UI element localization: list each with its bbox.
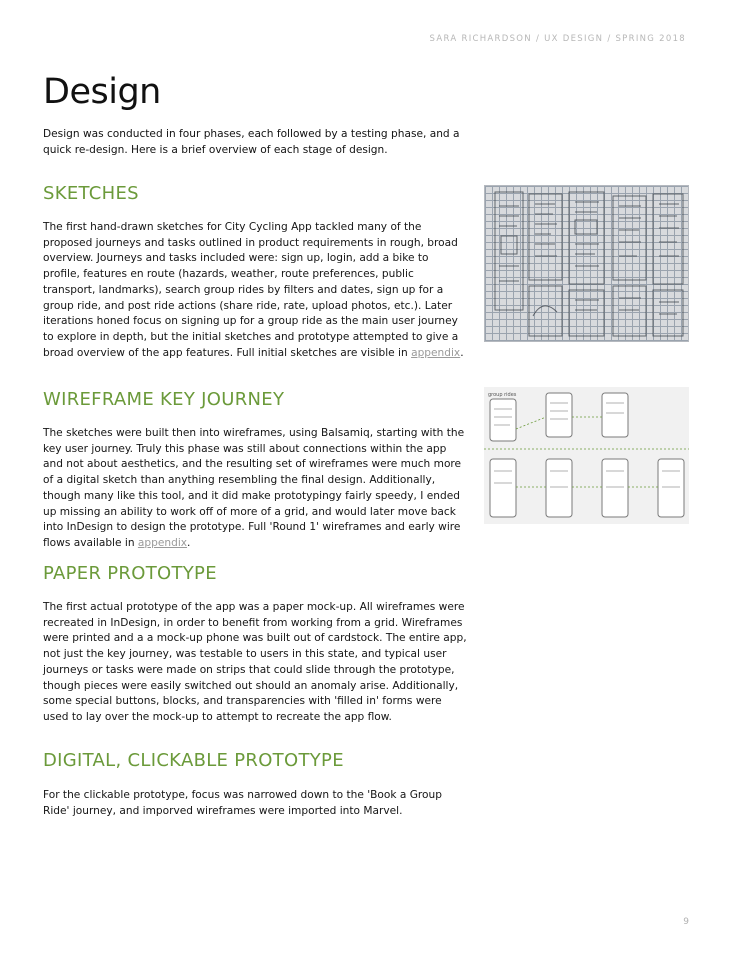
section-body-paper-prototype: The first actual prototype of the app was a paper mock-up. All wireframes were recreated in InDesign, in order to benefit from working from a grid. Wireframes were printed and a a mock-up phone was built out of cardstock. The entire app, not just the key journey, was testable to users in this state, and typical user journeys or tasks were made on strips that could slide through the prototype, though pieces were easily switched out should an anomaly arise. Additionally, some special buttons, blocks, and transparencies with 'filled in' forms were used to lay over the mock-up to attempt to recreate the app flow. <box>43 601 467 723</box>
intro-paragraph: Design was conducted in four phases, each followed by a testing phase, and a quick re-design. Here is a brief overview of each stage of design. <box>43 128 460 156</box>
page-number: 9 <box>683 917 689 927</box>
page-title: Design <box>43 72 161 112</box>
appendix-link[interactable]: appendix <box>411 346 461 359</box>
section-title-paper-prototype: PAPER PROTOTYPE <box>43 563 217 584</box>
appendix-link[interactable]: appendix <box>137 536 188 549</box>
wireframe-label: group rides <box>488 392 517 398</box>
sketch-drawings <box>485 186 689 342</box>
section-title-digital-prototype: DIGITAL, CLICKABLE PROTOTYPE <box>43 750 344 771</box>
section-title-sketches: SKETCHES <box>43 183 139 204</box>
section-text-end: . <box>460 346 464 359</box>
section-title-wireframe: WIREFRAME KEY JOURNEY <box>43 389 285 410</box>
header-meta: SARA RICHARDSON / UX DESIGN / SPRING 2018 <box>429 34 686 44</box>
section-text-end: . <box>187 536 191 549</box>
wireframe-flow-image <box>484 387 689 524</box>
section-body-sketches <box>43 220 468 361</box>
section-body-digital-prototype: For the clickable prototype, focus was narrowed down to the 'Book a Group Ride' journey, and imporved wireframes were imported into Marvel. <box>43 789 442 817</box>
section-text: The sketches were built then into wireframes, using Balsamiq, starting with the key user journey. Truly this phase was still about connections within the app and not about aesthetics, and the resulting set of wireframes were much more of a digital sketch than anything resembling the final design. Additionally, though many like this tool, and it did make prototypingy fairly speedy, I ended up missing an ability to work off of more of a grid, and would later move back into InDesign to design the prototype. Full 'Round 1' wireframes and early wire flows available in <box>43 427 465 549</box>
section-body-wireframe <box>43 426 468 552</box>
wireframe-drawings <box>484 387 689 524</box>
sketches-image <box>484 185 689 342</box>
section-text: The first hand-drawn sketches for City Cycling App tackled many of the proposed journeys and tasks outlined in product requirements in rough, broad overview. Journeys and tasks included were: sign up, login, add a bike to profile, features en route (hazards, weather, route preferences, public transport, landmarks), search group rides by filters and dates, sign up for a group ride, and post ride actions (share ride, rate, upload photos, etc.). Later iterations honed focus on signing up for a group ride as the main user journey to explore in depth, but the initial sketches and prototype attempted to give a broad overview of the app features. Full initial sketches are visible in <box>43 221 459 359</box>
